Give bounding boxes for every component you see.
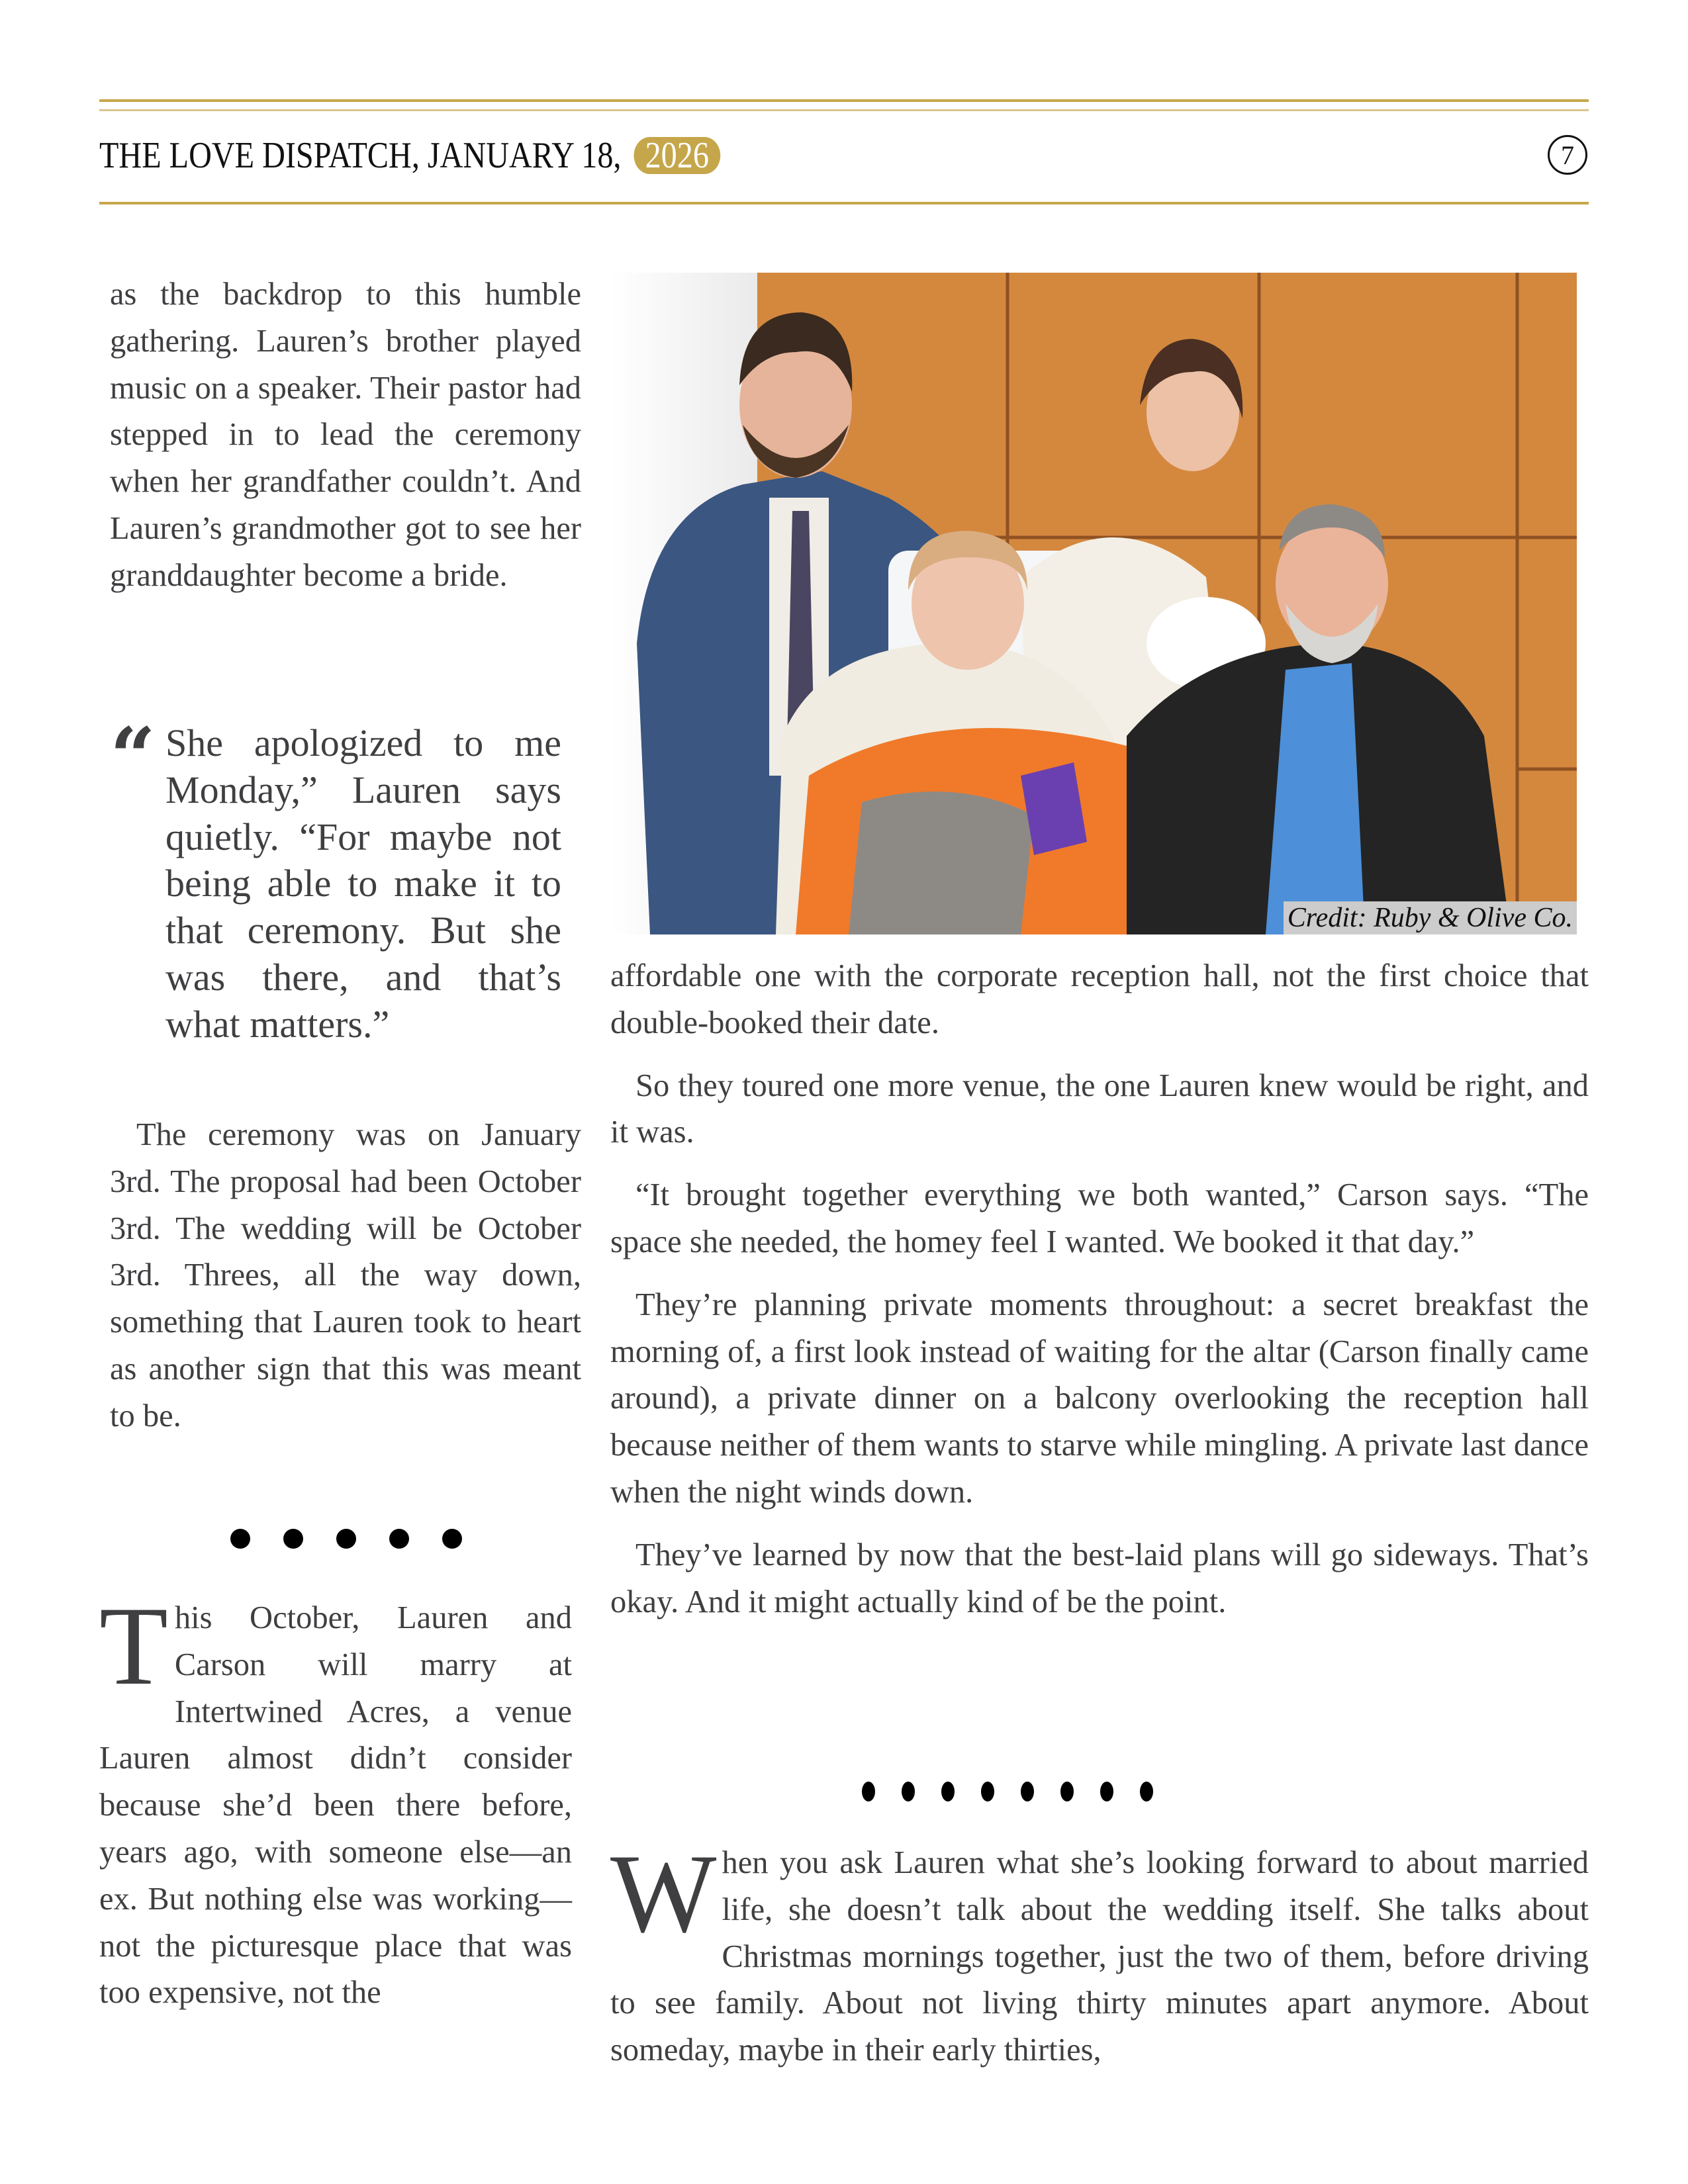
paragraph: They’re planning private moments throughout: a secret breakfast the morning of, a first look instead of waiting for the altar (Carson finally came around), a private dinner on a balcony overlooking the reception hall because neither of them wants to starve while mingling. A private last dance when the night winds down. [610,1287,1589,1510]
divider-dot [1060,1782,1074,1801]
divider-dot [1140,1782,1153,1801]
masthead [99,129,720,182]
drop-cap: T [99,1584,168,1708]
left-column-section-2 [99,1584,572,2017]
left-column-paragraph-1 [110,271,581,600]
pull-quote [110,710,561,1048]
quote-mark-icon: “ [110,710,156,803]
header-rule-top-thin [99,109,1589,111]
section-3-text: hen you ask Lauren what she’s looking forward to about married life, she doesn’t talk about the wedding itself. She talks about Christmas mornings together, just the two of them, before driving to see family. About not living thirty minutes apart anymore. About someday, maybe in their early thirties, [610,1845,1589,2068]
pull-quote-text: She apologized to me Monday,” Lauren says quietly. “For maybe not being able to make it to that ceremony. But she was there, and that’s what matters.” [165,721,561,1046]
paragraph: as the backdrop to this humble gathering. Lauren’s brother played music on a speaker. Their pastor had stepped in to lead the ceremony when her grandfather couldn’t. And Lauren’s grandmother got to see her granddaughter become a bride. [110,277,581,593]
right-column-section-3 [610,1831,1589,2074]
header-rule-bottom [99,202,1589,205]
year-badge: 2026 [633,137,720,174]
section-2-text: his October, Lauren and Carson will marry at Intertwined Acres, a venue Lauren almost didn’t consider because she’d been there before, years ago, with someone else—an ex. But nothing else was working—not the picturesque place that was too expensive, not the [99,1600,572,2011]
divider-dot [862,1782,875,1801]
divider-dot [1100,1782,1113,1801]
paragraph: affordable one with the corporate reception hall, not the first choice that double-booked their date. [610,958,1589,1040]
paragraph: “It brought together everything we both wanted,” Carson says. “The space she needed, the homey feel I wanted. We booked it that day.” [610,1177,1589,1259]
wedding-photo [610,273,1577,934]
right-column-text [610,953,1589,1641]
left-column-paragraph-2 [110,1112,581,1440]
publication-title: THE LOVE DISPATCH, JANUARY 18, [99,135,622,176]
divider-dot [336,1529,356,1549]
photo-credit: Credit: Ruby & Olive Co. [1284,901,1577,934]
divider-dot [389,1529,409,1549]
photo-illustration [610,273,1577,934]
section-divider-dots [230,1529,462,1549]
divider-dot [283,1529,303,1549]
page-number: 7 [1548,135,1587,175]
divider-dot [941,1782,955,1801]
header-rule-top [99,99,1589,102]
paragraph: They’ve learned by now that the best-laid plans will go sideways. That’s okay. And it might actually kind of be the point. [610,1537,1589,1619]
divider-dot [1021,1782,1034,1801]
divider-dot [902,1782,915,1801]
divider-dot [442,1529,462,1549]
divider-dot [230,1529,250,1549]
paragraph: So they toured one more venue, the one Lauren knew would be right, and it was. [610,1068,1589,1150]
drop-cap: W [610,1831,717,1956]
paragraph: The ceremony was on January 3rd. The proposal had been October 3rd. The wedding will be October 3rd. Threes, all the way down, something that Lauren took to heart as another sign that this was meant to be. [110,1117,581,1433]
section-divider-dots [862,1782,1153,1801]
divider-dot [981,1782,994,1801]
